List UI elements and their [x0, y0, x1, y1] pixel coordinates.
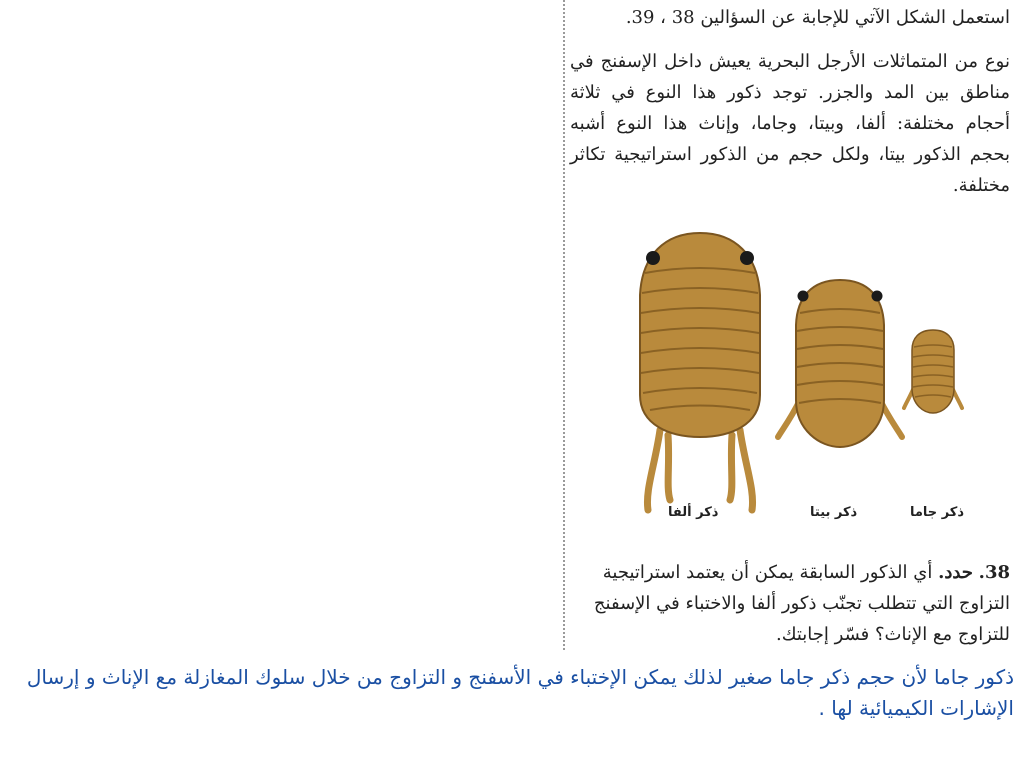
alpha-right-uropod — [730, 430, 753, 510]
instruction-text: استعمل الشكل الآتي للإجابة عن السؤالين 38 ، 39. — [625, 7, 1010, 28]
isopod-figure — [600, 225, 1000, 535]
alpha-right-eye — [740, 251, 754, 265]
question-verb: حدد. — [938, 562, 973, 583]
question-number: 38. — [978, 562, 1010, 583]
alpha-left-uropod — [647, 430, 670, 510]
intro-paragraph: نوع من المتماثلات الأرجل البحرية يعيش داخل الإسفنج في مناطق بين المد والجزر. توجد ذكور هذا النوع في ثلاثة أحجام مختلفة: ألفا، وبيتا، وجاما، وإناث هذا النوع أشبه بحجم الذكور بيتا، ولكل حجم من الذكور استراتيجية تكاثر مختلفة. — [570, 51, 1010, 196]
gamma-male-illustration — [904, 330, 962, 413]
question-text: أي الذكور السابقة يمكن أن يعتمد استراتيجية التزاوج التي تتطلب تجنّب ذكور ألفا والاختباء في الإسفنج للتزاوج مع الإناث؟ فسّر إجابتك. — [593, 562, 1010, 645]
alpha-male-illustration — [640, 233, 760, 510]
beta-left-eye — [798, 291, 809, 302]
answer-text: ذكور جاما لأن حجم ذكر جاما صغير لذلك يمكن الإختباء في الأسفنج و التزاوج من خلال سلوك المغازلة مع الإناث و إرسال الإشارات الكيميائية لها . — [26, 665, 1014, 720]
isopod-illustration — [600, 225, 1000, 535]
caption-gamma-male: ذكر جاما — [910, 505, 965, 520]
gamma-body — [912, 330, 954, 413]
column-divider — [563, 0, 565, 650]
question-38 — [570, 557, 1010, 650]
caption-beta-male: ذكر بيتا — [810, 505, 858, 520]
beta-male-illustration — [778, 280, 902, 447]
beta-right-eye — [872, 291, 883, 302]
alpha-left-eye — [646, 251, 660, 265]
caption-alpha-male: ذكر ألفا — [668, 505, 719, 520]
